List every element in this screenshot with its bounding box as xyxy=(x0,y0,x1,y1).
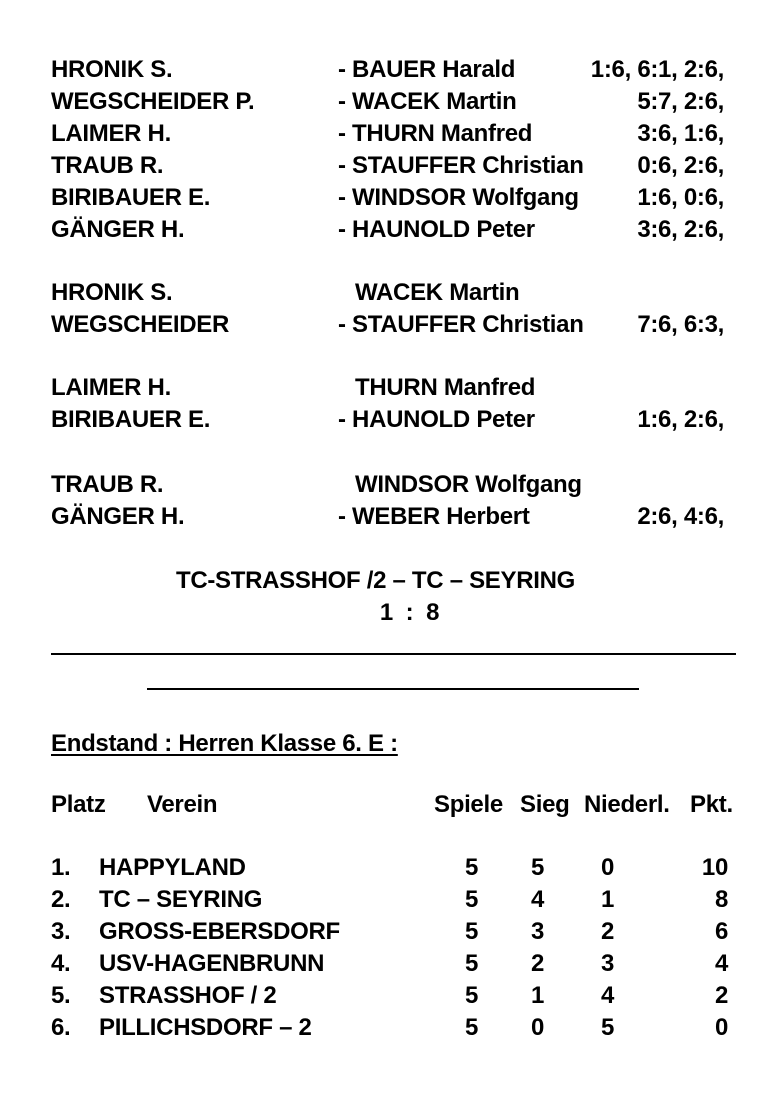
home-player: GÄNGER H. xyxy=(51,216,185,243)
wins: 4 xyxy=(530,886,544,913)
set-scores: 3:6, 1:6, xyxy=(637,120,724,147)
column-header-pkt: Pkt. xyxy=(690,791,733,818)
losses: 2 xyxy=(600,918,614,945)
set-scores: 5:7, 2:6, xyxy=(637,88,724,115)
rank: 5. xyxy=(51,982,71,1009)
away-player: THURN Manfred xyxy=(355,374,536,401)
rank: 3. xyxy=(51,918,71,945)
away-player: - STAUFFER Christian xyxy=(338,152,584,179)
wins: 0 xyxy=(530,1014,544,1041)
team-name: HAPPYLAND xyxy=(99,854,246,881)
away-player: - THURN Manfred xyxy=(338,120,533,147)
games-played: 5 xyxy=(464,886,478,913)
team-name: TC – SEYRING xyxy=(99,886,263,913)
games-played: 5 xyxy=(464,1014,478,1041)
away-player: - HAUNOLD Peter xyxy=(338,406,535,433)
set-scores: 0:6, 2:6, xyxy=(637,152,724,179)
home-player: LAIMER H. xyxy=(51,120,171,147)
rank: 2. xyxy=(51,886,71,913)
home-player: TRAUB R. xyxy=(51,152,164,179)
points: 10 xyxy=(701,854,728,881)
losses: 1 xyxy=(600,886,614,913)
games-played: 5 xyxy=(464,982,478,1009)
home-player: WEGSCHEIDER P. xyxy=(51,88,255,115)
rank: 4. xyxy=(51,950,71,977)
points: 4 xyxy=(714,950,728,977)
losses: 4 xyxy=(600,982,614,1009)
points: 8 xyxy=(714,886,728,913)
games-played: 5 xyxy=(464,950,478,977)
set-scores: 1:6, 0:6, xyxy=(637,184,724,211)
set-scores: 1:6, 2:6, xyxy=(637,406,724,433)
away-player: - BAUER Harald xyxy=(338,56,516,83)
team-name: USV-HAGENBRUNN xyxy=(99,950,325,977)
team-name: PILLICHSDORF – 2 xyxy=(99,1014,312,1041)
home-player: HRONIK S. xyxy=(51,279,173,306)
divider-long xyxy=(51,653,736,655)
away-player: - WACEK Martin xyxy=(338,88,517,115)
points: 0 xyxy=(714,1014,728,1041)
points: 2 xyxy=(714,982,728,1009)
away-player: - WEBER Herbert xyxy=(338,503,530,530)
team-name: GROSS-EBERSDORF xyxy=(99,918,340,945)
column-header-niederl: Niederl. xyxy=(584,791,670,818)
set-scores: 2:6, 4:6, xyxy=(637,503,724,530)
column-header-spiele: Spiele xyxy=(434,791,503,818)
home-player: LAIMER H. xyxy=(51,374,171,401)
losses: 3 xyxy=(600,950,614,977)
set-scores: 7:6, 6:3, xyxy=(637,311,724,338)
set-scores: 1:6, 6:1, 2:6, xyxy=(590,56,724,83)
away-player: WINDSOR Wolfgang xyxy=(355,471,582,498)
games-played: 5 xyxy=(464,854,478,881)
away-player: - HAUNOLD Peter xyxy=(338,216,535,243)
away-player: - STAUFFER Christian xyxy=(338,311,584,338)
divider-short xyxy=(147,688,639,690)
home-player: BIRIBAUER E. xyxy=(51,184,211,211)
home-player: HRONIK S. xyxy=(51,56,173,83)
home-player: WEGSCHEIDER xyxy=(51,311,230,338)
wins: 3 xyxy=(530,918,544,945)
losses: 0 xyxy=(600,854,614,881)
wins: 2 xyxy=(530,950,544,977)
match-title: TC-STRASSHOF /2 – TC – SEYRING xyxy=(175,567,576,594)
rank: 1. xyxy=(51,854,71,881)
column-header-sieg: Sieg xyxy=(520,791,570,818)
wins: 1 xyxy=(530,982,544,1009)
match-result: 1 : 8 xyxy=(379,599,440,626)
column-header-verein: Verein xyxy=(147,791,218,818)
away-player: - WINDSOR Wolfgang xyxy=(338,184,579,211)
home-player: GÄNGER H. xyxy=(51,503,185,530)
games-played: 5 xyxy=(464,918,478,945)
points: 6 xyxy=(714,918,728,945)
standings-heading: Endstand : Herren Klasse 6. E : xyxy=(51,730,398,757)
team-name: STRASSHOF / 2 xyxy=(99,982,277,1009)
column-header-platz: Platz xyxy=(51,791,106,818)
losses: 5 xyxy=(600,1014,614,1041)
rank: 6. xyxy=(51,1014,71,1041)
set-scores: 3:6, 2:6, xyxy=(637,216,724,243)
home-player: TRAUB R. xyxy=(51,471,164,498)
home-player: BIRIBAUER E. xyxy=(51,406,211,433)
wins: 5 xyxy=(530,854,544,881)
away-player: WACEK Martin xyxy=(355,279,520,306)
